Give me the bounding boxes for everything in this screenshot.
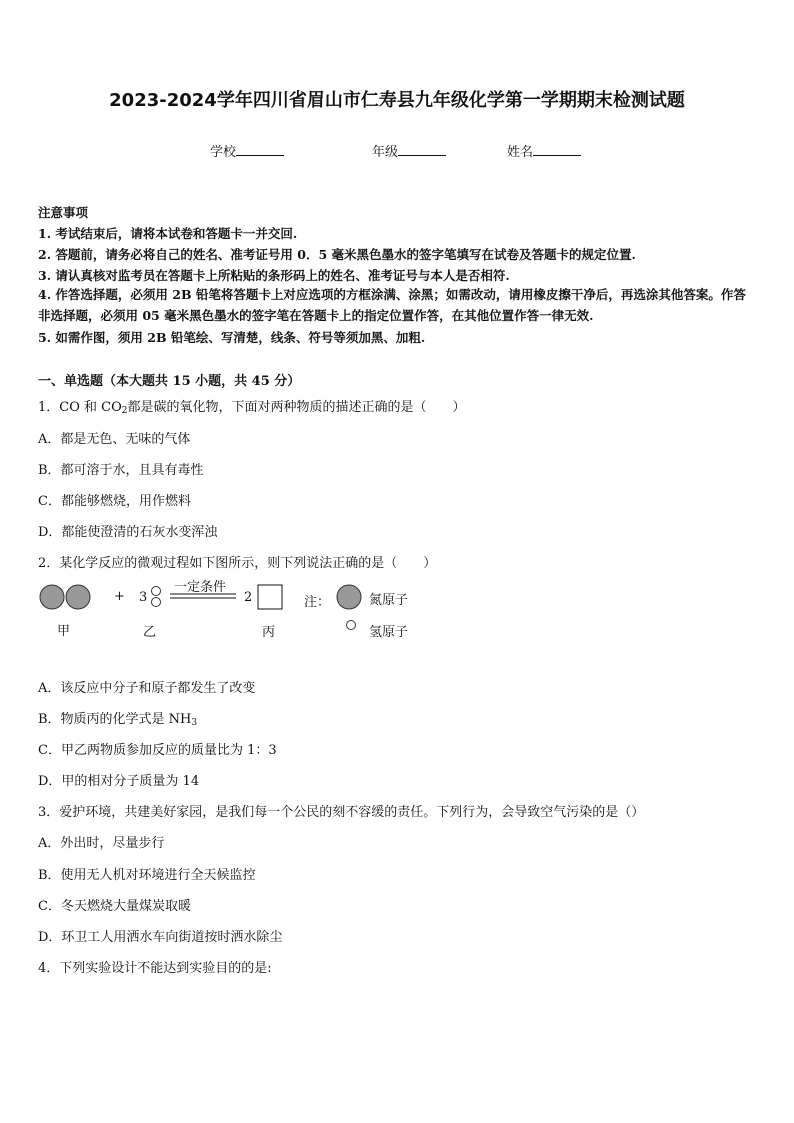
question-1-option-b[interactable]: B．都可溶于水，且具有毒性 [38, 463, 204, 478]
label-jia: 甲 [57, 624, 71, 639]
question-1-option-d[interactable]: D．都能使澄清的石灰水变浑浊 [38, 525, 218, 540]
legend-nitrogen-label: 氮原子 [369, 593, 409, 608]
product-box [258, 585, 282, 609]
school-field[interactable] [210, 141, 284, 160]
section-heading: 一、单选题（本大题共 15 小题，共 45 分） [38, 374, 301, 389]
question-2-option-a[interactable]: A．该反应中分子和原子都发生了改变 [38, 681, 256, 696]
question-2-option-c[interactable]: C．甲乙两物质参加反应的质量比为 1：3 [38, 743, 277, 758]
question-1-stem: 1．CO 和 $CO_2$都是碳的氧化物，下面对两种物质的描述正确的是（ ） [38, 400, 466, 416]
question-3-option-c[interactable]: C．冬天燃烧大量煤炭取暖 [38, 899, 191, 914]
legend-note: 注： [304, 595, 331, 610]
question-3-option-d[interactable]: D．环卫工人用洒水车向街道按时洒水除尘 [38, 930, 283, 945]
name-label: 姓名 [507, 145, 534, 160]
note-item: 3. 请认真核对监考员在答题卡上所粘贴的条形码上的姓名、准考证号与本人是否相符. [38, 268, 510, 283]
reaction-condition: 一定条件 [174, 580, 227, 595]
question-3-option-b[interactable]: B．使用无人机对环境进行全天候监控 [38, 868, 256, 883]
question-3-stem: 3．爱护环境，共建美好家园，是我们每一个公民的刻不容缓的责任。下列行为，会导致空气污染的是（） [38, 805, 645, 820]
note-item: 1. 考试结束后，请将本试卷和答题卡一并交回. [38, 226, 298, 241]
question-2-stem: 2．某化学反应的微观过程如下图所示，则下列说法正确的是（ ） [38, 556, 437, 571]
hydrogen-molecule-atom [152, 598, 161, 607]
nitrogen-molecule-atom [40, 585, 64, 609]
legend-hydrogen-atom [347, 621, 356, 630]
label-yi: 乙 [143, 625, 157, 640]
hydrogen-molecule-atom [152, 587, 161, 596]
name-field[interactable] [507, 141, 581, 160]
note-item: 5. 如需作图，须用 2B 铅笔绘、写清楚，线条、符号等须加黑、加粗. [38, 330, 426, 345]
question-2-option-d[interactable]: D．甲的相对分子质量为 14 [38, 774, 200, 789]
grade-label: 年级 [372, 145, 399, 160]
question-4-stem: 4．下列实验设计不能达到实验目的的是: [38, 961, 272, 976]
question-3-option-a[interactable]: A．外出时，尽量步行 [38, 836, 165, 851]
question-1-option-a[interactable]: A．都是无色、无味的气体 [38, 432, 191, 447]
grade-blank[interactable] [398, 143, 446, 156]
legend-hydrogen-label: 氢原子 [369, 625, 409, 640]
question-2-option-b[interactable]: B．物质丙的化学式是 $NH_3$ [38, 712, 198, 728]
grade-field[interactable] [372, 141, 446, 160]
notes-heading: 注意事项 [38, 205, 89, 220]
coefficient-b: 3 [139, 590, 148, 605]
label-bing: 丙 [262, 625, 276, 640]
question-1-option-c[interactable]: C．都能够燃烧，用作燃料 [38, 494, 191, 509]
coefficient-c: 2 [244, 590, 253, 605]
school-blank[interactable] [236, 143, 284, 156]
note-item: 2. 答题前，请务必将自己的姓名、准考证号用 0．5 毫米黑色墨水的签字笔填写在试卷及答题卡的规定位置. [38, 247, 636, 262]
name-blank[interactable] [533, 143, 581, 156]
legend-nitrogen-atom [337, 585, 361, 609]
note-item: 4. 作答选择题，必须用 2B 铅笔将答题卡上对应选项的方框涂满、涂黑；如需改动，请用橡皮擦干净后，再选涂其他答案。作答非选择题，必须用 05 毫米黑色墨水的签字笔在答题卡上的指定位置作答，在其他位置作答一律无效. [38, 287, 746, 323]
exam-title: 2023-2024学年四川省眉山市仁寿县九年级化学第一学期期末检测试题 [109, 90, 685, 111]
reaction-diagram [38, 578, 458, 640]
school-label: 学校 [210, 145, 237, 160]
nitrogen-molecule-atom [66, 585, 90, 609]
plus-sign: + [114, 589, 125, 604]
